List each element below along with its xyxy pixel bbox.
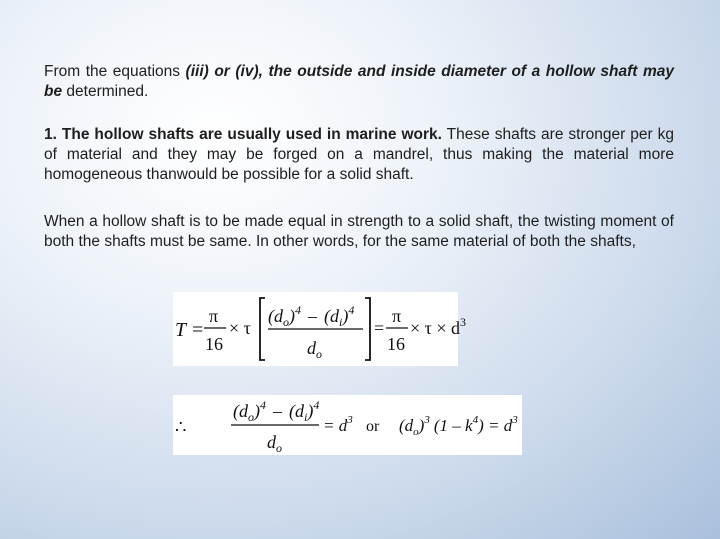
- sixteen-rhs: 16: [387, 334, 405, 354]
- intro-emphasis: (iii) or (iv), the outside and inside diameter of a hollow shaft may be: [44, 63, 674, 100]
- marine-heading: 1. The hollow shafts are usually used in marine work.: [44, 126, 442, 143]
- minus-sign-2: –: [273, 401, 282, 421]
- intro-paragraph: [44, 62, 674, 102]
- marine-paragraph: [44, 125, 674, 185]
- pi-symbol: π: [209, 306, 219, 326]
- denominator-diameter: $d_o$: [307, 338, 322, 361]
- intro-text-end: determined.: [62, 83, 149, 100]
- marine-body: These shafts are stronger per kg of material and they may be forged on a mandrel, thus making the material more homogeneous thanwould be possible for a solid shaft.: [44, 126, 674, 183]
- times-tau: × τ: [229, 318, 251, 338]
- therefore-symbol: ∴: [175, 417, 187, 437]
- equals-d-cubed: = $d^3$: [323, 414, 353, 435]
- left-bracket: [260, 298, 265, 360]
- diameter-ratio-graphic: [173, 395, 522, 455]
- rhs-product: × $\tau \times d^3$: [410, 315, 467, 338]
- outer-diameter-2: $(d_o)^4$: [233, 398, 266, 424]
- sixteen-number: 16: [205, 334, 223, 354]
- right-bracket: [365, 298, 370, 360]
- pi-symbol-rhs: π: [392, 306, 402, 326]
- strength-text: When a hollow shaft is to be made equal in strength to a solid shaft, the twisting moment of both the shafts must be same. In other words, for the same material of both the shafts,: [44, 213, 674, 250]
- inner-diameter-2: $(d_i)^4$: [289, 398, 320, 424]
- torque-lhs: T =: [175, 319, 205, 341]
- diameter-ratio-equation: [173, 395, 522, 455]
- intro-text-start: From the equations: [44, 63, 186, 80]
- torque-equation: [173, 292, 467, 366]
- torque-equation-graphic: [173, 292, 467, 366]
- strength-paragraph: [44, 212, 674, 252]
- or-word: or: [366, 418, 380, 435]
- solid-equivalent: $(d_o)^3$ $(1 - k^4) = d^3$: [399, 414, 518, 438]
- outer-diameter: $(d_o)^4$: [268, 303, 301, 329]
- inner-diameter: $(d_i)^4$: [324, 303, 355, 329]
- denominator-diameter-2: $d_o$: [267, 432, 282, 455]
- equals-sign: =: [374, 318, 385, 338]
- minus-sign: –: [308, 306, 317, 326]
